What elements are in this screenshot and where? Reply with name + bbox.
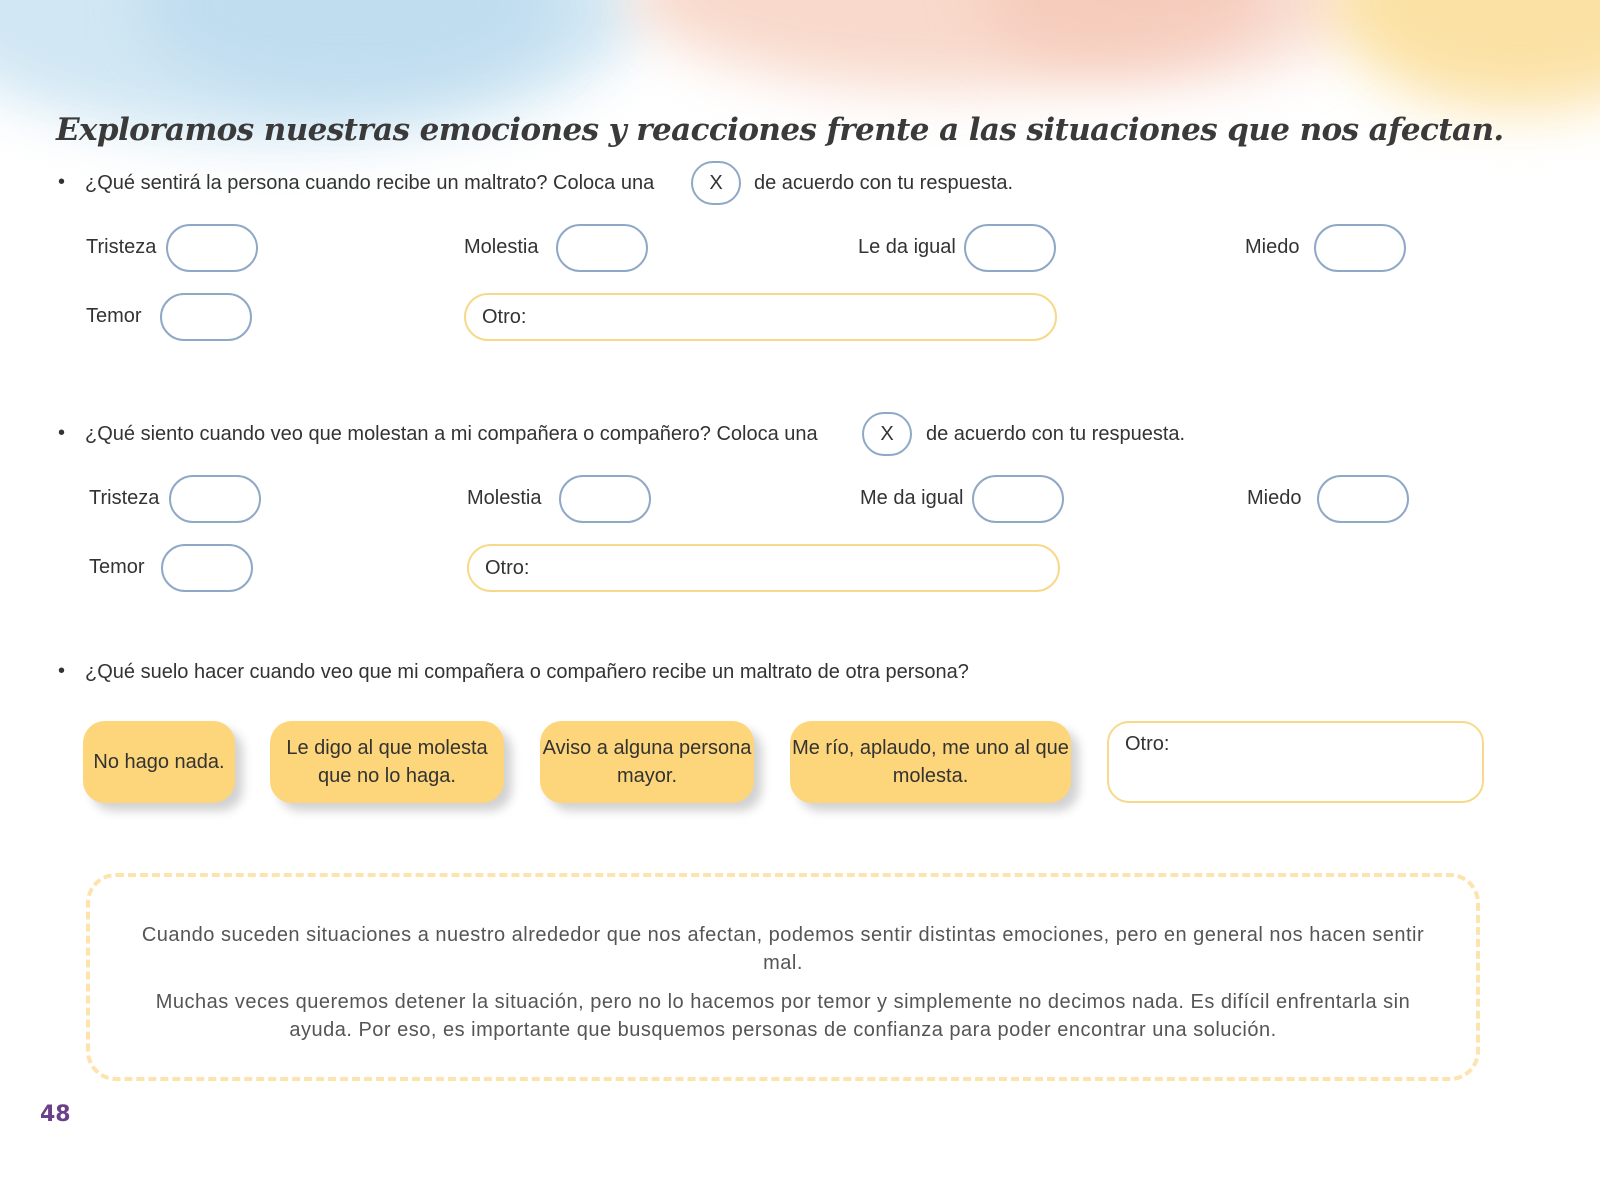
q2-label-temor: Temor	[89, 556, 145, 578]
note-paragraph-2: Muchas veces queremos detener la situación, pero no lo hacemos por temor y simplemente no decimos nada. Es difícil enfrentarla sin ayuda. Por eso, es importante que busquemos personas de confianza para poder encontrar una solución.	[155, 991, 1411, 1041]
q1-label-temor: Temor	[86, 305, 142, 327]
bullet-q3: •	[58, 660, 66, 682]
q1-otro-field[interactable]: Otro:	[464, 293, 1057, 341]
q3-option-label: Aviso a alguna persona mayor.	[542, 737, 752, 787]
q1-label-tristeza: Tristeza	[86, 236, 157, 258]
q3-option-label: Me río, aplaudo, me uno al que molesta.	[792, 737, 1069, 787]
q1-label-molestia: Molestia	[464, 236, 539, 258]
q1-label-le-da-igual: Le da igual	[858, 236, 956, 258]
q2-checkbox-tristeza[interactable]	[169, 475, 261, 523]
q2-label-tristeza: Tristeza	[89, 487, 160, 509]
q1-x-sample: X	[691, 161, 741, 205]
q1-checkbox-temor[interactable]	[160, 293, 252, 341]
q2-text: ¿Qué siento cuando veo que molestan a mi compañera o compañero? Coloca una	[85, 423, 818, 445]
q1-text-end: de acuerdo con tu respuesta.	[754, 172, 1014, 194]
q1-checkbox-miedo[interactable]	[1314, 224, 1406, 272]
q2-label-me-da-igual: Me da igual	[860, 487, 964, 509]
q1-checkbox-le-da-igual[interactable]	[964, 224, 1056, 272]
q1-checkbox-molestia[interactable]	[556, 224, 648, 272]
q3-option-label: Le digo al que molesta que no lo haga.	[286, 737, 488, 787]
q2-checkbox-me-da-igual[interactable]	[972, 475, 1064, 523]
q2-label-molestia: Molestia	[467, 487, 542, 509]
q2-text-end: de acuerdo con tu respuesta.	[926, 423, 1186, 445]
q2-otro-field[interactable]: Otro:	[467, 544, 1060, 592]
bullet-q2: •	[58, 422, 66, 444]
q3-text: ¿Qué suelo hacer cuando veo que mi compañera o compañero recibe un maltrato de otra persona?	[85, 661, 969, 683]
q3-option-aviso[interactable]	[540, 721, 754, 803]
info-note-box	[86, 873, 1480, 1081]
q3-option-no-hago-nada[interactable]	[83, 721, 235, 803]
q3-option-me-rio[interactable]	[790, 721, 1071, 803]
q2-x-sample: X	[862, 412, 912, 456]
q1-text: ¿Qué sentirá la persona cuando recibe un maltrato? Coloca una	[85, 172, 655, 194]
page-title: Exploramos nuestras emociones y reacciones frente a las situaciones que nos afectan.	[56, 112, 1504, 148]
q2-checkbox-miedo[interactable]	[1317, 475, 1409, 523]
q1-checkbox-tristeza[interactable]	[166, 224, 258, 272]
note-paragraph-1: Cuando suceden situaciones a nuestro alrededor que nos afectan, podemos sentir distintas emociones, pero en general nos hacen sentir mal.	[141, 924, 1425, 974]
q3-option-label: No hago nada.	[93, 751, 225, 773]
page-number: 48	[40, 1102, 71, 1127]
q2-label-miedo: Miedo	[1247, 487, 1302, 509]
watercolor-yellow	[1330, 0, 1600, 110]
q3-otro-field[interactable]: Otro:	[1107, 721, 1484, 803]
bullet-q1: •	[58, 171, 66, 193]
q1-label-miedo: Miedo	[1245, 236, 1300, 258]
q2-checkbox-temor[interactable]	[161, 544, 253, 592]
q3-option-le-digo[interactable]	[270, 721, 504, 803]
q2-checkbox-molestia[interactable]	[559, 475, 651, 523]
